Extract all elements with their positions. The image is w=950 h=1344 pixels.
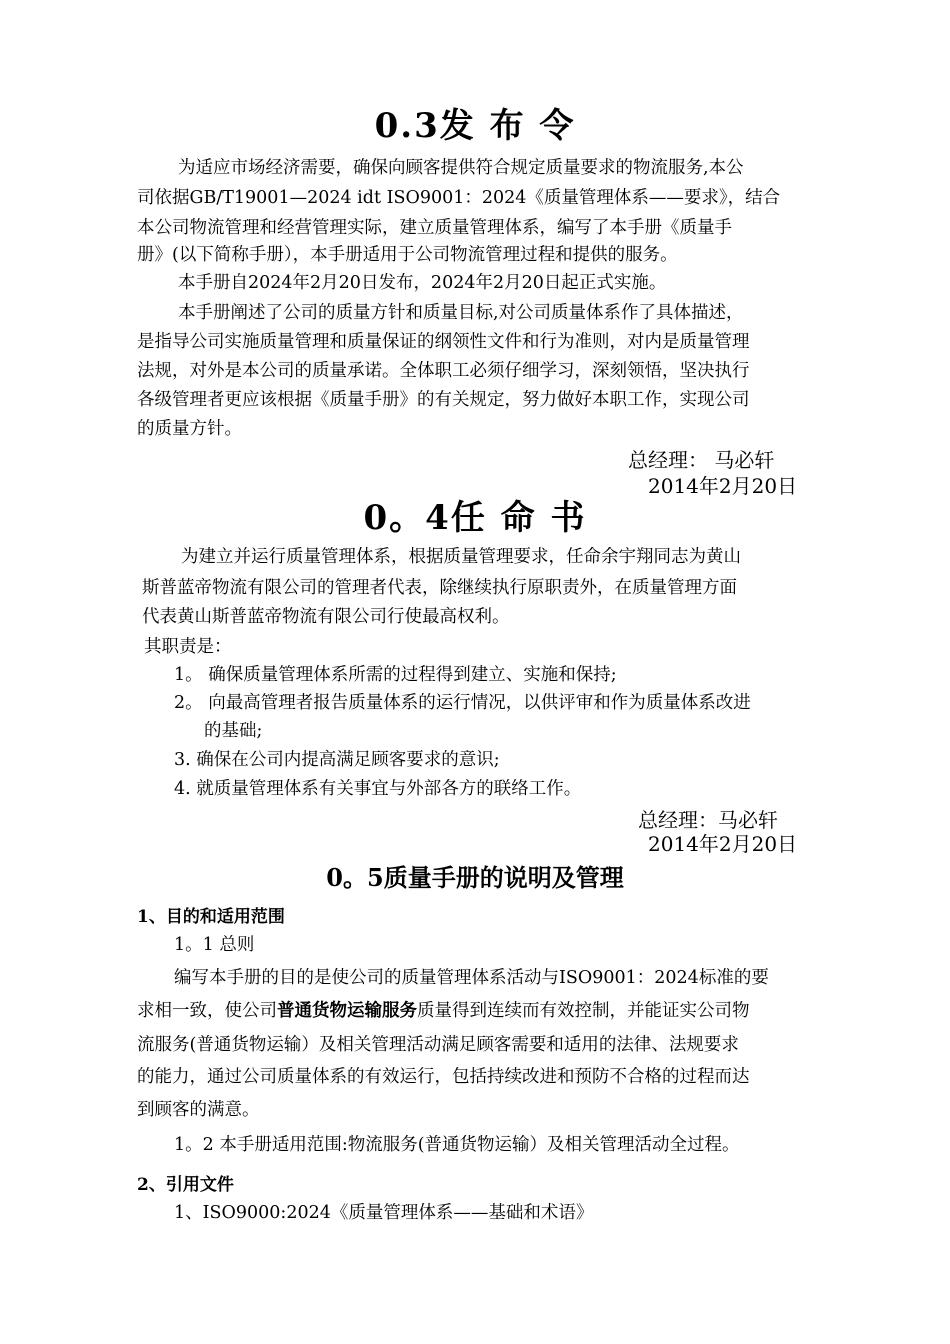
list-item: 3. 确保在公司内提高满足顾客要求的意识; — [174, 750, 500, 770]
bold-service-name: 普通货物运输服务 — [277, 1001, 417, 1021]
signature-manager: 总经理： 马必轩 — [628, 448, 775, 472]
signature-manager: 总经理：马必轩 — [638, 808, 778, 832]
section-04-title: 0。4任 命 书 — [363, 498, 587, 538]
subheading-general: 1。1 总则 — [174, 935, 255, 955]
paragraph-line: 编写本手册的目的是使公司的质量管理体系活动与ISO9001：2024标准的要 — [174, 968, 769, 988]
subheading-scope: 1。2 本手册适用范围:物流服务(普通货物运输）及相关管理活动全过程。 — [174, 1135, 740, 1155]
paragraph-line: 本公司物流管理和经营管理实际，建立质量管理体系，编写了本手册《质量手 — [137, 218, 732, 238]
list-item: 1。 确保质量管理体系所需的过程得到建立、实施和保持; — [174, 665, 617, 685]
paragraph-line: 的质量方针。 — [137, 419, 242, 439]
paragraph-line: 斯普蓝帝物流有限公司的管理者代表，除继续执行原职责外，在质量管理方面 — [142, 578, 737, 598]
list-item: 2。 向最高管理者报告质量体系的运行情况，以供评审和作为质量体系改进 — [174, 693, 751, 713]
text-span: 质量得到连续而有效控制，并能证实公司物 — [417, 1001, 750, 1021]
paragraph-line: 为适应市场经济需要，确保向顾客提供符合规定质量要求的物流服务,本公 — [178, 158, 744, 178]
paragraph-line: 本手册阐述了公司的质量方针和质量目标,对公司质量体系作了具体描述， — [178, 303, 744, 323]
heading-references: 2、引用文件 — [137, 1175, 234, 1195]
text-span: 求相一致，使公司 — [137, 1001, 277, 1021]
heading-purpose-scope: 1、目的和适用范围 — [137, 907, 285, 927]
signature-date: 2014年2月20日 — [648, 832, 798, 856]
paragraph-line: 其职责是： — [144, 637, 232, 657]
paragraph-line: 册》(以下简称手册），本手册适用于公司物流管理过程和提供的服务。 — [137, 245, 678, 265]
paragraph-line — [137, 1000, 750, 1022]
paragraph-line: 是指导公司实施质量管理和质量保证的纲领性文件和行为准则，对内是质量管理 — [137, 332, 750, 352]
paragraph-line: 流服务(普通货物运输）及相关管理活动满足顾客需要和适用的法律、法规要求 — [137, 1035, 739, 1055]
section-05-title: 0。5质量手册的说明及管理 — [326, 863, 624, 892]
paragraph-line: 各级管理者更应该根据《质量手册》的有关规定，努力做好本职工作，实现公司 — [137, 390, 750, 410]
reference-item: 1、ISO9000:2024《质量管理体系——基础和术语》 — [174, 1203, 594, 1223]
paragraph-line: 到顾客的满意。 — [137, 1100, 260, 1120]
list-item: 4. 就质量管理体系有关事宜与外部各方的联络工作。 — [174, 779, 582, 799]
paragraph-line: 法规，对外是本公司的质量承诺。全体职工必须仔细学习，深刻领悟，坚决执行 — [137, 361, 750, 381]
list-item-continuation: 的基础; — [204, 721, 263, 741]
paragraph-line: 代表黄山斯普蓝帝物流有限公司行使最高权利。 — [142, 607, 510, 627]
paragraph-line: 的能力，通过公司质量体系的有效运行，包括持续改进和预防不合格的过程而达 — [137, 1067, 750, 1087]
paragraph-line: 为建立并运行质量管理体系，根据质量管理要求，任命余宇翔同志为黄山 — [181, 547, 741, 567]
signature-date: 2014年2月20日 — [648, 474, 798, 498]
paragraph-line: 本手册自2024年2月20日发布，2024年2月20日起正式实施。 — [178, 273, 667, 293]
paragraph-line: 司依据GB/T19001—2024 idt ISO9001：2024《质量管理体系——要求》，结合 — [137, 188, 781, 208]
section-03-title: 0.3发 布 令 — [374, 106, 576, 146]
